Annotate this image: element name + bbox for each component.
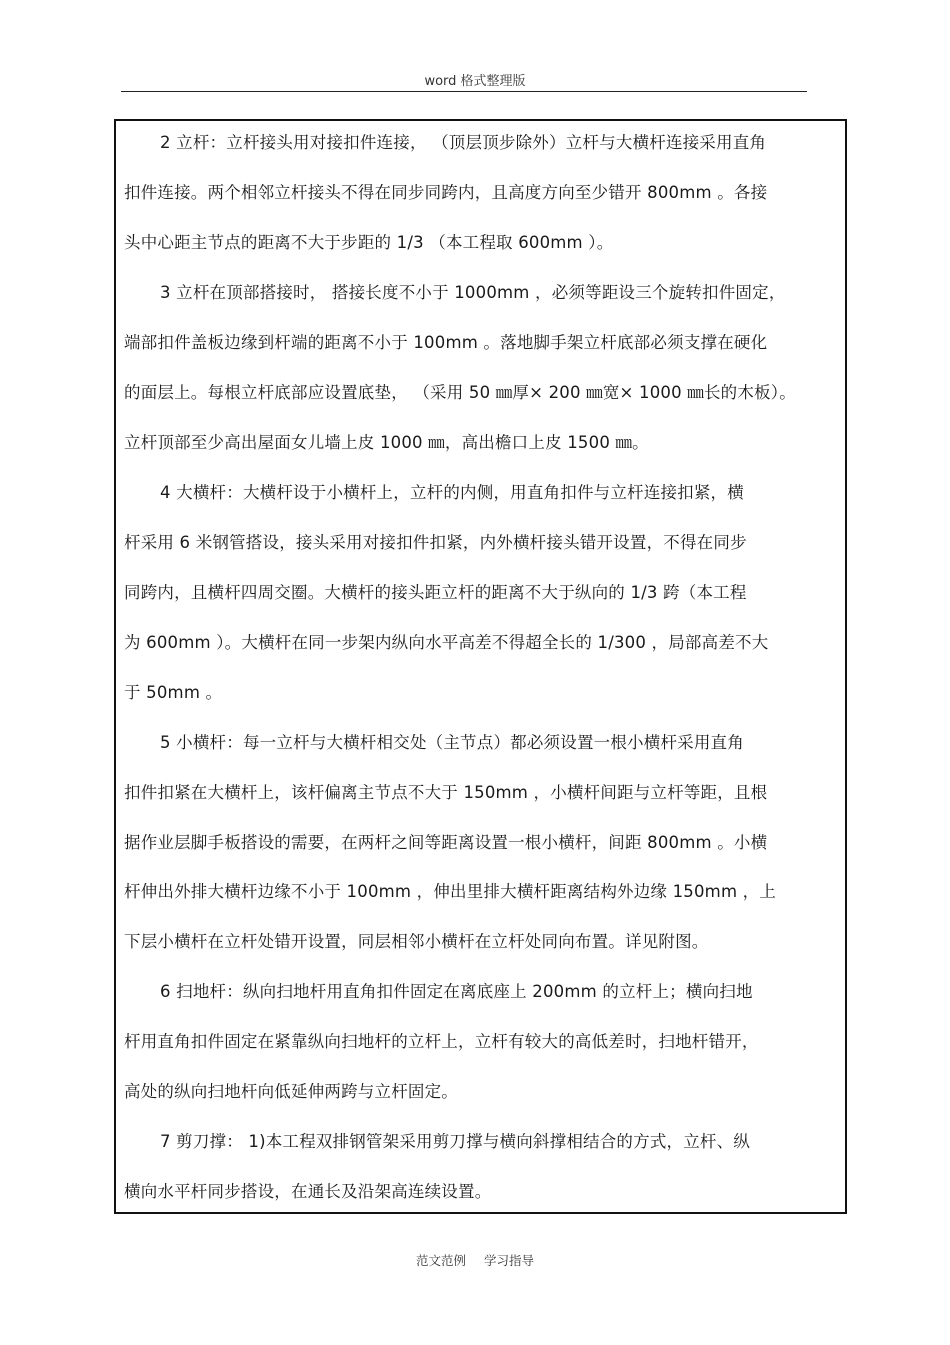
text-line: 7 剪刀撑： 1)本工程双排钢管架采用剪刀撑与横向斜撑相结合的方式，立杆、纵	[160, 1132, 751, 1151]
text-line: 扣件扣紧在大横杆上，该杆偏离主节点不大于 150mm ，小横杆间距与立杆等距，且根	[124, 783, 768, 802]
text-line: 杆伸出外排大横杆边缘不小于 100mm ，伸出里排大横杆距离结构外边缘 150mm ，上	[124, 882, 777, 901]
text-line: 的面层上。每根立杆底部应设置底垫， （采用 50 ㎜厚× 200 ㎜宽× 1000 ㎜长的木板）。	[124, 383, 796, 402]
page-header: word 格式整理版	[424, 74, 526, 89]
text-line: 5 小横杆：每一立杆与大横杆相交处（主节点）都必须设置一根小横杆采用直角	[160, 733, 744, 752]
text-line: 立杆顶部至少高出屋面女儿墙上皮 1000 ㎜，高出檐口上皮 1500 ㎜。	[124, 433, 649, 452]
content-box	[114, 119, 847, 1214]
text-line: 据作业层脚手板搭设的需要，在两杆之间等距离设置一根小横杆，间距 800mm 。小横	[124, 833, 768, 852]
text-line: 2 立杆：立杆接头用对接扣件连接， （顶层顶步除外）立杆与大横杆连接采用直角	[160, 133, 767, 152]
text-line: 于 50mm 。	[124, 683, 223, 702]
text-line: 同跨内，且横杆四周交圈。大横杆的接头距立杆的距离不大于纵向的 1/3 跨（本工程	[124, 583, 747, 602]
text-line: 头中心距主节点的距离不大于步距的 1/3 （本工程取 600mm ）。	[124, 233, 614, 252]
text-line: 3 立杆在顶部搭接时， 搭接长度不小于 1000mm ，必须等距设三个旋转扣件固定，	[160, 283, 786, 302]
text-line: 扣件连接。两个相邻立杆接头不得在同步同跨内，且高度方向至少错开 800mm 。各接	[124, 183, 768, 202]
text-line: 6 扫地杆：纵向扫地杆用直角扣件固定在离底座上 200mm 的立杆上；横向扫地	[160, 982, 753, 1001]
page-footer: 范文范例 学习指导	[416, 1253, 534, 1268]
text-line: 横向水平杆同步搭设，在通长及沿架高连续设置。	[124, 1182, 492, 1201]
text-line: 杆采用 6 米钢管搭设，接头采用对接扣件扣紧，内外横杆接头错开设置，不得在同步	[124, 533, 747, 552]
header-divider	[121, 91, 807, 92]
text-line: 4 大横杆：大横杆设于小横杆上，立杆的内侧，用直角扣件与立杆连接扣紧，横	[160, 483, 744, 502]
text-line: 为 600mm ）。大横杆在同一步架内纵向水平高差不得超全长的 1/300 ，局部高差不大	[124, 633, 769, 652]
text-line: 高处的纵向扫地杆向低延伸两跨与立杆固定。	[124, 1082, 458, 1101]
text-line: 杆用直角扣件固定在紧靠纵向扫地杆的立杆上，立杆有较大的高低差时，扫地杆错开，	[124, 1032, 759, 1051]
text-line: 下层小横杆在立杆处错开设置，同层相邻小横杆在立杆处同向布置。详见附图。	[124, 932, 709, 951]
text-line: 端部扣件盖板边缘到杆端的距离不小于 100mm 。落地脚手架立杆底部必须支撑在硬化	[124, 333, 768, 352]
